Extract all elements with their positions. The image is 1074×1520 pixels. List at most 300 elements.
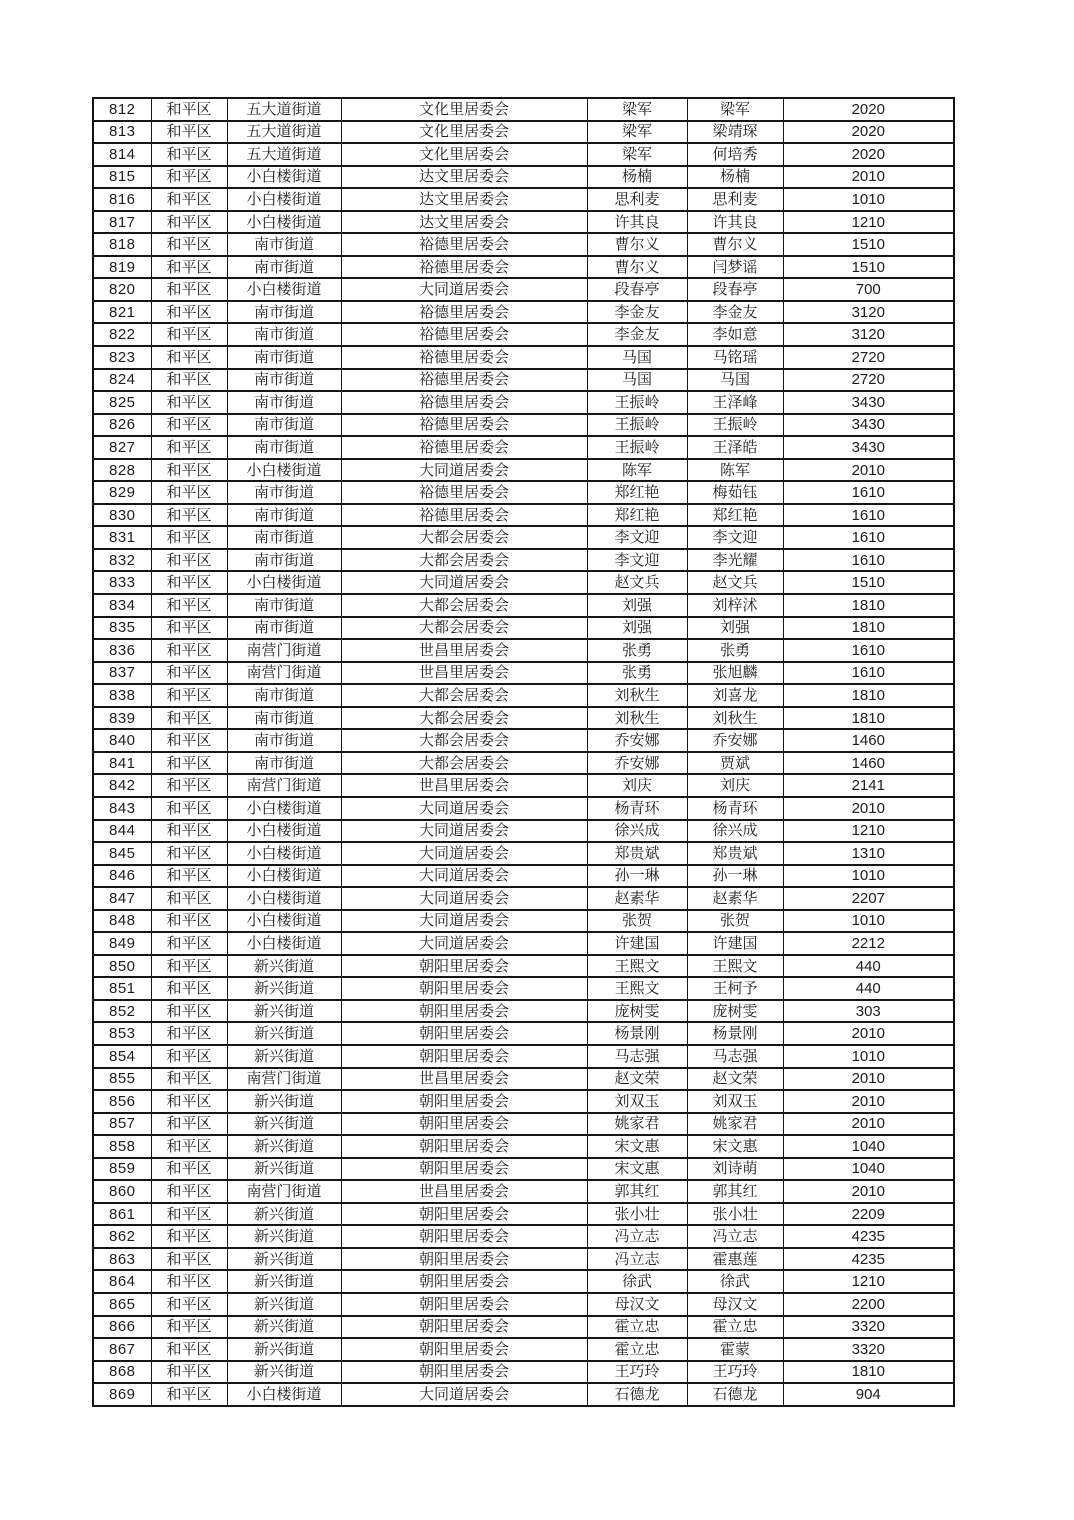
cell-seq: 813 — [93, 121, 151, 144]
cell-committee: 裕德里居委会 — [341, 481, 587, 504]
cell-seq: 814 — [93, 143, 151, 166]
cell-district: 和平区 — [151, 211, 227, 234]
cell-amount: 2010 — [783, 1113, 954, 1136]
cell-street: 新兴街道 — [227, 1158, 341, 1181]
cell-district: 和平区 — [151, 526, 227, 549]
table-row — [93, 1293, 954, 1316]
cell-member: 杨楠 — [687, 166, 783, 189]
cell-seq: 869 — [93, 1383, 151, 1406]
cell-applicant: 赵文荣 — [587, 1068, 687, 1091]
data-table — [92, 97, 955, 1407]
cell-seq: 847 — [93, 887, 151, 910]
cell-applicant: 乔安娜 — [587, 752, 687, 775]
cell-applicant: 王熙文 — [587, 977, 687, 1000]
cell-street: 新兴街道 — [227, 1090, 341, 1113]
cell-amount: 1610 — [783, 639, 954, 662]
cell-applicant: 李文迎 — [587, 526, 687, 549]
cell-committee: 大都会居委会 — [341, 594, 587, 617]
cell-amount: 3430 — [783, 436, 954, 459]
table-row — [93, 1045, 954, 1068]
cell-applicant: 徐兴成 — [587, 820, 687, 843]
cell-district: 和平区 — [151, 617, 227, 640]
cell-member: 张勇 — [687, 639, 783, 662]
cell-member: 马国 — [687, 369, 783, 392]
cell-applicant: 母汉文 — [587, 1293, 687, 1316]
cell-seq: 845 — [93, 842, 151, 865]
cell-street: 新兴街道 — [227, 1022, 341, 1045]
cell-committee: 大同道居委会 — [341, 459, 587, 482]
cell-seq: 840 — [93, 729, 151, 752]
cell-district: 和平区 — [151, 1338, 227, 1361]
cell-amount: 1810 — [783, 594, 954, 617]
cell-seq: 818 — [93, 233, 151, 256]
cell-amount: 2010 — [783, 797, 954, 820]
cell-member: 乔安娜 — [687, 729, 783, 752]
table-row — [93, 1135, 954, 1158]
table-row — [93, 1383, 954, 1406]
cell-committee: 朝阳里居委会 — [341, 1316, 587, 1339]
cell-applicant: 孙一琳 — [587, 865, 687, 888]
cell-committee: 大都会居委会 — [341, 707, 587, 730]
cell-district: 和平区 — [151, 1180, 227, 1203]
cell-committee: 达文里居委会 — [341, 211, 587, 234]
cell-applicant: 段春亭 — [587, 278, 687, 301]
cell-applicant: 马国 — [587, 369, 687, 392]
cell-committee: 朝阳里居委会 — [341, 1338, 587, 1361]
table-row — [93, 1000, 954, 1023]
cell-seq: 824 — [93, 369, 151, 392]
cell-seq: 830 — [93, 504, 151, 527]
table-row — [93, 1338, 954, 1361]
cell-seq: 812 — [93, 98, 151, 121]
cell-member: 霍惠莲 — [687, 1248, 783, 1271]
cell-applicant: 赵文兵 — [587, 571, 687, 594]
cell-district: 和平区 — [151, 707, 227, 730]
cell-seq: 820 — [93, 278, 151, 301]
cell-seq: 821 — [93, 301, 151, 324]
cell-applicant: 冯立志 — [587, 1225, 687, 1248]
cell-amount: 700 — [783, 278, 954, 301]
table-row — [93, 729, 954, 752]
cell-applicant: 梁军 — [587, 98, 687, 121]
cell-street: 小白楼街道 — [227, 797, 341, 820]
cell-amount: 1040 — [783, 1135, 954, 1158]
cell-seq: 865 — [93, 1293, 151, 1316]
cell-seq: 829 — [93, 481, 151, 504]
table-row — [93, 932, 954, 955]
cell-seq: 827 — [93, 436, 151, 459]
cell-seq: 816 — [93, 188, 151, 211]
cell-amount: 2720 — [783, 346, 954, 369]
cell-seq: 844 — [93, 820, 151, 843]
cell-applicant: 梁军 — [587, 121, 687, 144]
cell-applicant: 李金友 — [587, 323, 687, 346]
cell-district: 和平区 — [151, 842, 227, 865]
cell-district: 和平区 — [151, 549, 227, 572]
cell-seq: 837 — [93, 662, 151, 685]
table-row — [93, 865, 954, 888]
cell-committee: 大同道居委会 — [341, 865, 587, 888]
cell-committee: 裕德里居委会 — [341, 346, 587, 369]
cell-applicant: 李金友 — [587, 301, 687, 324]
cell-amount: 1810 — [783, 1361, 954, 1384]
cell-committee: 朝阳里居委会 — [341, 1225, 587, 1248]
cell-member: 刘梓沭 — [687, 594, 783, 617]
cell-seq: 860 — [93, 1180, 151, 1203]
cell-district: 和平区 — [151, 1270, 227, 1293]
cell-applicant: 刘强 — [587, 617, 687, 640]
cell-street: 南营门街道 — [227, 639, 341, 662]
cell-district: 和平区 — [151, 414, 227, 437]
cell-committee: 裕德里居委会 — [341, 323, 587, 346]
cell-committee: 大都会居委会 — [341, 617, 587, 640]
cell-street: 南市街道 — [227, 256, 341, 279]
table-row — [93, 526, 954, 549]
cell-member: 王振岭 — [687, 414, 783, 437]
cell-committee: 裕德里居委会 — [341, 301, 587, 324]
cell-amount: 4235 — [783, 1248, 954, 1271]
cell-district: 和平区 — [151, 98, 227, 121]
cell-committee: 朝阳里居委会 — [341, 1045, 587, 1068]
cell-seq: 815 — [93, 166, 151, 189]
cell-seq: 819 — [93, 256, 151, 279]
cell-district: 和平区 — [151, 1248, 227, 1271]
cell-amount: 2010 — [783, 1180, 954, 1203]
cell-street: 南市街道 — [227, 526, 341, 549]
cell-applicant: 许其良 — [587, 211, 687, 234]
cell-committee: 大同道居委会 — [341, 910, 587, 933]
cell-applicant: 马国 — [587, 346, 687, 369]
cell-amount: 3120 — [783, 323, 954, 346]
table-row — [93, 323, 954, 346]
cell-committee: 裕德里居委会 — [341, 414, 587, 437]
cell-street: 新兴街道 — [227, 1135, 341, 1158]
table-row — [93, 639, 954, 662]
cell-street: 新兴街道 — [227, 955, 341, 978]
cell-street: 新兴街道 — [227, 1113, 341, 1136]
cell-district: 和平区 — [151, 1090, 227, 1113]
cell-amount: 1460 — [783, 729, 954, 752]
cell-street: 小白楼街道 — [227, 188, 341, 211]
table-row — [93, 977, 954, 1000]
cell-amount: 440 — [783, 955, 954, 978]
cell-member: 赵素华 — [687, 887, 783, 910]
table-row — [93, 955, 954, 978]
cell-district: 和平区 — [151, 865, 227, 888]
cell-committee: 世昌里居委会 — [341, 639, 587, 662]
cell-seq: 857 — [93, 1113, 151, 1136]
cell-street: 南市街道 — [227, 346, 341, 369]
cell-amount: 1610 — [783, 662, 954, 685]
cell-member: 冯立志 — [687, 1225, 783, 1248]
cell-amount: 2200 — [783, 1293, 954, 1316]
cell-seq: 817 — [93, 211, 151, 234]
cell-street: 南市街道 — [227, 481, 341, 504]
cell-applicant: 杨青环 — [587, 797, 687, 820]
cell-committee: 朝阳里居委会 — [341, 1000, 587, 1023]
cell-applicant: 李文迎 — [587, 549, 687, 572]
cell-member: 曹尔义 — [687, 233, 783, 256]
cell-seq: 843 — [93, 797, 151, 820]
cell-amount: 1610 — [783, 526, 954, 549]
cell-committee: 大同道居委会 — [341, 797, 587, 820]
cell-member: 郑贵斌 — [687, 842, 783, 865]
cell-amount: 303 — [783, 1000, 954, 1023]
cell-committee: 朝阳里居委会 — [341, 1293, 587, 1316]
cell-district: 和平区 — [151, 459, 227, 482]
cell-amount: 2212 — [783, 932, 954, 955]
cell-applicant: 乔安娜 — [587, 729, 687, 752]
cell-member: 郭其红 — [687, 1180, 783, 1203]
cell-amount: 2207 — [783, 887, 954, 910]
cell-committee: 大同道居委会 — [341, 820, 587, 843]
cell-seq: 866 — [93, 1316, 151, 1339]
cell-applicant: 王巧玲 — [587, 1361, 687, 1384]
cell-committee: 大都会居委会 — [341, 729, 587, 752]
cell-district: 和平区 — [151, 729, 227, 752]
cell-district: 和平区 — [151, 684, 227, 707]
cell-street: 南市街道 — [227, 301, 341, 324]
cell-seq: 856 — [93, 1090, 151, 1113]
table-row — [93, 549, 954, 572]
cell-street: 小白楼街道 — [227, 1383, 341, 1406]
cell-committee: 大同道居委会 — [341, 571, 587, 594]
table-row — [93, 256, 954, 279]
table-row — [93, 662, 954, 685]
cell-amount: 1010 — [783, 865, 954, 888]
cell-district: 和平区 — [151, 820, 227, 843]
cell-amount: 1610 — [783, 504, 954, 527]
cell-street: 新兴街道 — [227, 1338, 341, 1361]
cell-member: 霍立忠 — [687, 1316, 783, 1339]
cell-district: 和平区 — [151, 1203, 227, 1226]
cell-member: 思利麦 — [687, 188, 783, 211]
cell-street: 南市街道 — [227, 729, 341, 752]
cell-amount: 1010 — [783, 1045, 954, 1068]
cell-committee: 大都会居委会 — [341, 752, 587, 775]
cell-member: 霍蒙 — [687, 1338, 783, 1361]
cell-district: 和平区 — [151, 1293, 227, 1316]
cell-street: 小白楼街道 — [227, 932, 341, 955]
cell-street: 南市街道 — [227, 594, 341, 617]
cell-district: 和平区 — [151, 301, 227, 324]
cell-applicant: 杨楠 — [587, 166, 687, 189]
cell-committee: 世昌里居委会 — [341, 774, 587, 797]
cell-applicant: 郑贵斌 — [587, 842, 687, 865]
cell-applicant: 王振岭 — [587, 391, 687, 414]
cell-member: 郑红艳 — [687, 504, 783, 527]
cell-amount: 2020 — [783, 121, 954, 144]
cell-committee: 大同道居委会 — [341, 842, 587, 865]
cell-committee: 裕德里居委会 — [341, 391, 587, 414]
cell-applicant: 曹尔义 — [587, 233, 687, 256]
cell-member: 段春亭 — [687, 278, 783, 301]
table-row — [93, 707, 954, 730]
cell-committee: 文化里居委会 — [341, 98, 587, 121]
cell-district: 和平区 — [151, 662, 227, 685]
table-row — [93, 1203, 954, 1226]
cell-seq: 867 — [93, 1338, 151, 1361]
table-row — [93, 1180, 954, 1203]
cell-district: 和平区 — [151, 1225, 227, 1248]
cell-street: 南营门街道 — [227, 662, 341, 685]
table-row — [93, 571, 954, 594]
cell-district: 和平区 — [151, 188, 227, 211]
cell-applicant: 郑红艳 — [587, 504, 687, 527]
cell-seq: 863 — [93, 1248, 151, 1271]
cell-street: 南营门街道 — [227, 1180, 341, 1203]
cell-committee: 裕德里居委会 — [341, 233, 587, 256]
cell-seq: 846 — [93, 865, 151, 888]
cell-amount: 2010 — [783, 1022, 954, 1045]
cell-seq: 864 — [93, 1270, 151, 1293]
cell-committee: 达文里居委会 — [341, 166, 587, 189]
cell-committee: 朝阳里居委会 — [341, 1022, 587, 1045]
cell-applicant: 王振岭 — [587, 414, 687, 437]
cell-committee: 达文里居委会 — [341, 188, 587, 211]
table-row — [93, 1158, 954, 1181]
cell-committee: 大都会居委会 — [341, 684, 587, 707]
cell-member: 梁军 — [687, 98, 783, 121]
cell-seq: 861 — [93, 1203, 151, 1226]
cell-member: 马铭瑶 — [687, 346, 783, 369]
cell-amount: 2010 — [783, 166, 954, 189]
cell-street: 南市街道 — [227, 436, 341, 459]
cell-street: 新兴街道 — [227, 977, 341, 1000]
cell-seq: 839 — [93, 707, 151, 730]
table-row — [93, 617, 954, 640]
cell-member: 张旭麟 — [687, 662, 783, 685]
cell-amount: 4235 — [783, 1225, 954, 1248]
cell-applicant: 庞树雯 — [587, 1000, 687, 1023]
cell-applicant: 王振岭 — [587, 436, 687, 459]
document-page — [92, 97, 955, 1407]
cell-street: 新兴街道 — [227, 1045, 341, 1068]
cell-district: 和平区 — [151, 1383, 227, 1406]
cell-member: 王巧玲 — [687, 1361, 783, 1384]
cell-amount: 3120 — [783, 301, 954, 324]
cell-street: 小白楼街道 — [227, 887, 341, 910]
cell-committee: 世昌里居委会 — [341, 1180, 587, 1203]
cell-member: 赵文兵 — [687, 571, 783, 594]
cell-amount: 1510 — [783, 571, 954, 594]
cell-committee: 朝阳里居委会 — [341, 977, 587, 1000]
table-row — [93, 301, 954, 324]
cell-district: 和平区 — [151, 481, 227, 504]
cell-district: 和平区 — [151, 571, 227, 594]
table-row — [93, 233, 954, 256]
cell-seq: 851 — [93, 977, 151, 1000]
cell-applicant: 刘庆 — [587, 774, 687, 797]
cell-street: 南市街道 — [227, 684, 341, 707]
cell-amount: 1010 — [783, 188, 954, 211]
cell-amount: 2010 — [783, 1090, 954, 1113]
cell-amount: 1040 — [783, 1158, 954, 1181]
cell-committee: 朝阳里居委会 — [341, 1135, 587, 1158]
cell-district: 和平区 — [151, 1158, 227, 1181]
cell-amount: 440 — [783, 977, 954, 1000]
cell-member: 赵文荣 — [687, 1068, 783, 1091]
cell-street: 新兴街道 — [227, 1248, 341, 1271]
cell-member: 刘庆 — [687, 774, 783, 797]
cell-member: 刘喜龙 — [687, 684, 783, 707]
cell-district: 和平区 — [151, 594, 227, 617]
cell-member: 梅茹钰 — [687, 481, 783, 504]
cell-applicant: 宋文惠 — [587, 1135, 687, 1158]
cell-seq: 849 — [93, 932, 151, 955]
cell-seq: 838 — [93, 684, 151, 707]
cell-applicant: 张贺 — [587, 910, 687, 933]
table-row — [93, 1113, 954, 1136]
cell-street: 南市街道 — [227, 233, 341, 256]
cell-seq: 853 — [93, 1022, 151, 1045]
cell-street: 小白楼街道 — [227, 910, 341, 933]
cell-street: 新兴街道 — [227, 1316, 341, 1339]
cell-street: 小白楼街道 — [227, 278, 341, 301]
cell-committee: 大都会居委会 — [341, 526, 587, 549]
cell-street: 新兴街道 — [227, 1203, 341, 1226]
cell-seq: 835 — [93, 617, 151, 640]
cell-applicant: 徐武 — [587, 1270, 687, 1293]
cell-committee: 裕德里居委会 — [341, 504, 587, 527]
table-row — [93, 774, 954, 797]
cell-applicant: 石德龙 — [587, 1383, 687, 1406]
cell-amount: 2209 — [783, 1203, 954, 1226]
cell-amount: 2020 — [783, 143, 954, 166]
table-row — [93, 1361, 954, 1384]
cell-street: 南营门街道 — [227, 1068, 341, 1091]
cell-district: 和平区 — [151, 121, 227, 144]
cell-seq: 834 — [93, 594, 151, 617]
cell-committee: 朝阳里居委会 — [341, 955, 587, 978]
cell-seq: 854 — [93, 1045, 151, 1068]
cell-district: 和平区 — [151, 233, 227, 256]
cell-member: 李光耀 — [687, 549, 783, 572]
cell-amount: 1810 — [783, 707, 954, 730]
cell-amount: 1210 — [783, 1270, 954, 1293]
cell-applicant: 宋文惠 — [587, 1158, 687, 1181]
cell-district: 和平区 — [151, 1000, 227, 1023]
cell-street: 南市街道 — [227, 369, 341, 392]
cell-committee: 大同道居委会 — [341, 887, 587, 910]
cell-amount: 3430 — [783, 391, 954, 414]
cell-member: 徐武 — [687, 1270, 783, 1293]
cell-street: 小白楼街道 — [227, 211, 341, 234]
table-row — [93, 1225, 954, 1248]
cell-member: 张贺 — [687, 910, 783, 933]
cell-member: 张小壮 — [687, 1203, 783, 1226]
cell-amount: 1460 — [783, 752, 954, 775]
cell-member: 刘强 — [687, 617, 783, 640]
cell-seq: 848 — [93, 910, 151, 933]
table-row — [93, 1068, 954, 1091]
cell-committee: 大都会居委会 — [341, 549, 587, 572]
cell-member: 庞树雯 — [687, 1000, 783, 1023]
cell-district: 和平区 — [151, 369, 227, 392]
cell-seq: 855 — [93, 1068, 151, 1091]
cell-committee: 朝阳里居委会 — [341, 1270, 587, 1293]
cell-committee: 大同道居委会 — [341, 932, 587, 955]
cell-seq: 841 — [93, 752, 151, 775]
cell-applicant: 冯立志 — [587, 1248, 687, 1271]
cell-amount: 1510 — [783, 233, 954, 256]
cell-district: 和平区 — [151, 752, 227, 775]
cell-member: 杨景刚 — [687, 1022, 783, 1045]
cell-committee: 文化里居委会 — [341, 143, 587, 166]
cell-seq: 833 — [93, 571, 151, 594]
cell-street: 南市街道 — [227, 391, 341, 414]
cell-street: 五大道街道 — [227, 143, 341, 166]
